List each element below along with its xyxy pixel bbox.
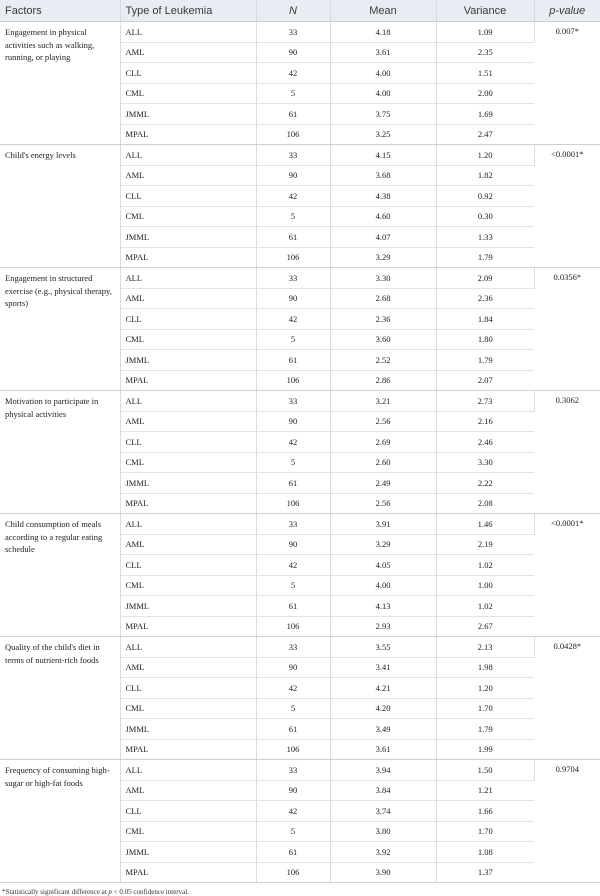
variance-cell: 2.09	[436, 268, 534, 289]
type-cell: CLL	[120, 555, 256, 576]
n-cell: 90	[256, 42, 330, 63]
mean-cell: 2.36	[330, 309, 436, 330]
variance-cell: 1.69	[436, 104, 534, 125]
table-row	[0, 22, 600, 43]
variance-cell: 2.19	[436, 534, 534, 555]
variance-cell: 1.50	[436, 760, 534, 781]
n-cell: 106	[256, 370, 330, 391]
n-cell: 33	[256, 145, 330, 166]
footnote-text-start: *Statistically significant difference at	[2, 888, 109, 896]
type-cell: CML	[120, 698, 256, 719]
n-cell: 106	[256, 616, 330, 637]
type-cell: JMML	[120, 350, 256, 371]
n-cell: 42	[256, 186, 330, 207]
type-cell: JMML	[120, 719, 256, 740]
type-cell: AML	[120, 657, 256, 678]
n-cell: 42	[256, 309, 330, 330]
type-cell: JMML	[120, 596, 256, 617]
type-cell: AML	[120, 780, 256, 801]
mean-cell: 3.41	[330, 657, 436, 678]
table-row	[0, 391, 600, 412]
table-row	[0, 268, 600, 289]
n-cell: 5	[256, 83, 330, 104]
mean-cell: 3.21	[330, 391, 436, 412]
table-row	[0, 145, 600, 166]
header-mean: Mean	[330, 0, 436, 22]
variance-cell: 0.92	[436, 186, 534, 207]
variance-cell: 2.35	[436, 42, 534, 63]
type-cell: CLL	[120, 678, 256, 699]
n-cell: 42	[256, 432, 330, 453]
type-cell: ALL	[120, 268, 256, 289]
type-cell: CML	[120, 821, 256, 842]
mean-cell: 3.61	[330, 42, 436, 63]
variance-cell: 1.46	[436, 514, 534, 535]
n-cell: 106	[256, 124, 330, 145]
mean-cell: 4.38	[330, 186, 436, 207]
type-cell: MPAL	[120, 370, 256, 391]
type-cell: ALL	[120, 760, 256, 781]
type-cell: CLL	[120, 432, 256, 453]
variance-cell: 2.46	[436, 432, 534, 453]
type-cell: CML	[120, 329, 256, 350]
mean-cell: 4.00	[330, 83, 436, 104]
mean-cell: 3.75	[330, 104, 436, 125]
mean-cell: 3.91	[330, 514, 436, 535]
mean-cell: 2.56	[330, 493, 436, 514]
n-cell: 90	[256, 534, 330, 555]
variance-cell: 1.82	[436, 165, 534, 186]
n-cell: 106	[256, 247, 330, 268]
type-cell: MPAL	[120, 493, 256, 514]
mean-cell: 3.60	[330, 329, 436, 350]
n-cell: 33	[256, 637, 330, 658]
mean-cell: 2.68	[330, 288, 436, 309]
mean-cell: 3.90	[330, 862, 436, 883]
n-cell: 61	[256, 842, 330, 863]
mean-cell: 3.84	[330, 780, 436, 801]
type-cell: MPAL	[120, 124, 256, 145]
type-cell: CLL	[120, 801, 256, 822]
variance-cell: 1.98	[436, 657, 534, 678]
n-cell: 106	[256, 739, 330, 760]
type-cell: AML	[120, 42, 256, 63]
variance-cell: 2.47	[436, 124, 534, 145]
mean-cell: 4.00	[330, 63, 436, 84]
type-cell: CLL	[120, 309, 256, 330]
header-n: N	[256, 0, 330, 22]
variance-cell: 2.16	[436, 411, 534, 432]
mean-cell: 4.20	[330, 698, 436, 719]
header-variance: Variance	[436, 0, 534, 22]
variance-cell: 1.21	[436, 780, 534, 801]
n-cell: 42	[256, 801, 330, 822]
variance-cell: 1.79	[436, 247, 534, 268]
variance-cell: 2.36	[436, 288, 534, 309]
factor-cell: Quality of the child's diet in terms of nutrient-rich foods	[0, 637, 120, 760]
variance-cell: 3.30	[436, 452, 534, 473]
footnote	[0, 883, 600, 896]
variance-cell: 1.08	[436, 842, 534, 863]
type-cell: ALL	[120, 637, 256, 658]
header-row	[0, 0, 600, 22]
n-cell: 61	[256, 104, 330, 125]
variance-cell: 1.80	[436, 329, 534, 350]
n-cell: 5	[256, 698, 330, 719]
n-cell: 61	[256, 719, 330, 740]
variance-cell: 1.02	[436, 596, 534, 617]
mean-cell: 4.15	[330, 145, 436, 166]
pvalue-cell: 0.3062	[534, 391, 600, 514]
n-cell: 33	[256, 514, 330, 535]
table-body	[0, 22, 600, 883]
factor-cell: Motivation to participate in physical activities	[0, 391, 120, 514]
header-type: Type of Leukemia	[120, 0, 256, 22]
type-cell: ALL	[120, 514, 256, 535]
mean-cell: 3.29	[330, 534, 436, 555]
table-row	[0, 637, 600, 658]
mean-cell: 2.93	[330, 616, 436, 637]
variance-cell: 2.07	[436, 370, 534, 391]
type-cell: CLL	[120, 186, 256, 207]
n-cell: 106	[256, 493, 330, 514]
table-header	[0, 0, 600, 22]
n-cell: 42	[256, 678, 330, 699]
mean-cell: 3.80	[330, 821, 436, 842]
variance-cell: 1.37	[436, 862, 534, 883]
mean-cell: 4.21	[330, 678, 436, 699]
n-cell: 33	[256, 268, 330, 289]
variance-cell: 1.66	[436, 801, 534, 822]
mean-cell: 2.69	[330, 432, 436, 453]
factor-cell: Child consumption of meals according to a regular eating schedule	[0, 514, 120, 637]
variance-cell: 1.09	[436, 22, 534, 43]
mean-cell: 3.29	[330, 247, 436, 268]
type-cell: CML	[120, 83, 256, 104]
header-pvalue: p-value	[534, 0, 600, 22]
pvalue-cell: 0.9704	[534, 760, 600, 883]
header-factors: Factors	[0, 0, 120, 22]
mean-cell: 3.74	[330, 801, 436, 822]
mean-cell: 3.68	[330, 165, 436, 186]
type-cell: AML	[120, 288, 256, 309]
n-cell: 90	[256, 780, 330, 801]
variance-cell: 1.79	[436, 719, 534, 740]
mean-cell: 2.60	[330, 452, 436, 473]
type-cell: MPAL	[120, 739, 256, 760]
factor-cell: Frequency of consuming high-sugar or high-fat foods	[0, 760, 120, 883]
mean-cell: 4.60	[330, 206, 436, 227]
n-cell: 106	[256, 862, 330, 883]
mean-cell: 4.18	[330, 22, 436, 43]
variance-cell: 1.84	[436, 309, 534, 330]
mean-cell: 3.94	[330, 760, 436, 781]
variance-cell: 1.20	[436, 678, 534, 699]
type-cell: MPAL	[120, 247, 256, 268]
type-cell: MPAL	[120, 616, 256, 637]
table-row	[0, 514, 600, 535]
variance-cell: 1.70	[436, 821, 534, 842]
variance-cell: 2.73	[436, 391, 534, 412]
n-cell: 90	[256, 165, 330, 186]
variance-cell: 1.00	[436, 575, 534, 596]
variance-cell: 2.00	[436, 83, 534, 104]
type-cell: ALL	[120, 145, 256, 166]
mean-cell: 2.52	[330, 350, 436, 371]
type-cell: JMML	[120, 227, 256, 248]
variance-cell: 1.20	[436, 145, 534, 166]
type-cell: JMML	[120, 473, 256, 494]
variance-cell: 1.02	[436, 555, 534, 576]
factor-cell: Engagement in physical activities such as walking, running, or playing	[0, 22, 120, 145]
variance-cell: 1.51	[436, 63, 534, 84]
pvalue-cell: <0.0001*	[534, 514, 600, 637]
variance-cell: 0.30	[436, 206, 534, 227]
variance-cell: 1.79	[436, 350, 534, 371]
mean-cell: 2.49	[330, 473, 436, 494]
type-cell: ALL	[120, 22, 256, 43]
pvalue-cell: 0.0428*	[534, 637, 600, 760]
n-cell: 33	[256, 22, 330, 43]
type-cell: JMML	[120, 104, 256, 125]
n-cell: 61	[256, 227, 330, 248]
mean-cell: 3.61	[330, 739, 436, 760]
type-cell: MPAL	[120, 862, 256, 883]
type-cell: CLL	[120, 63, 256, 84]
n-cell: 90	[256, 288, 330, 309]
pvalue-cell: <0.0001*	[534, 145, 600, 268]
n-cell: 33	[256, 391, 330, 412]
mean-cell: 4.05	[330, 555, 436, 576]
pvalue-cell: 0.007*	[534, 22, 600, 145]
mean-cell: 3.49	[330, 719, 436, 740]
mean-cell: 4.07	[330, 227, 436, 248]
n-cell: 90	[256, 411, 330, 432]
n-cell: 5	[256, 206, 330, 227]
mean-cell: 3.30	[330, 268, 436, 289]
type-cell: AML	[120, 165, 256, 186]
variance-cell: 1.99	[436, 739, 534, 760]
variance-cell: 2.08	[436, 493, 534, 514]
n-cell: 90	[256, 657, 330, 678]
mean-cell: 2.86	[330, 370, 436, 391]
type-cell: CML	[120, 452, 256, 473]
variance-cell: 2.22	[436, 473, 534, 494]
pvalue-cell: 0.0356*	[534, 268, 600, 391]
n-cell: 61	[256, 596, 330, 617]
n-cell: 5	[256, 329, 330, 350]
mean-cell: 2.56	[330, 411, 436, 432]
mean-cell: 4.13	[330, 596, 436, 617]
mean-cell: 4.00	[330, 575, 436, 596]
type-cell: AML	[120, 534, 256, 555]
n-cell: 61	[256, 350, 330, 371]
variance-cell: 1.33	[436, 227, 534, 248]
footnote-p: p	[108, 888, 112, 896]
table-row	[0, 760, 600, 781]
variance-cell: 2.67	[436, 616, 534, 637]
type-cell: JMML	[120, 842, 256, 863]
variance-cell: 2.13	[436, 637, 534, 658]
n-cell: 61	[256, 473, 330, 494]
footnote-text-end: < 0.05 confidence interval.	[111, 888, 189, 896]
n-cell: 42	[256, 63, 330, 84]
type-cell: CML	[120, 206, 256, 227]
n-cell: 33	[256, 760, 330, 781]
n-cell: 5	[256, 575, 330, 596]
type-cell: ALL	[120, 391, 256, 412]
mean-cell: 3.25	[330, 124, 436, 145]
variance-cell: 1.70	[436, 698, 534, 719]
type-cell: AML	[120, 411, 256, 432]
mean-cell: 3.55	[330, 637, 436, 658]
factor-cell: Engagement in structured exercise (e.g., physical therapy, sports)	[0, 268, 120, 391]
type-cell: CML	[120, 575, 256, 596]
n-cell: 42	[256, 555, 330, 576]
factor-cell: Child's energy levels	[0, 145, 120, 268]
mean-cell: 3.92	[330, 842, 436, 863]
n-cell: 5	[256, 821, 330, 842]
n-cell: 5	[256, 452, 330, 473]
